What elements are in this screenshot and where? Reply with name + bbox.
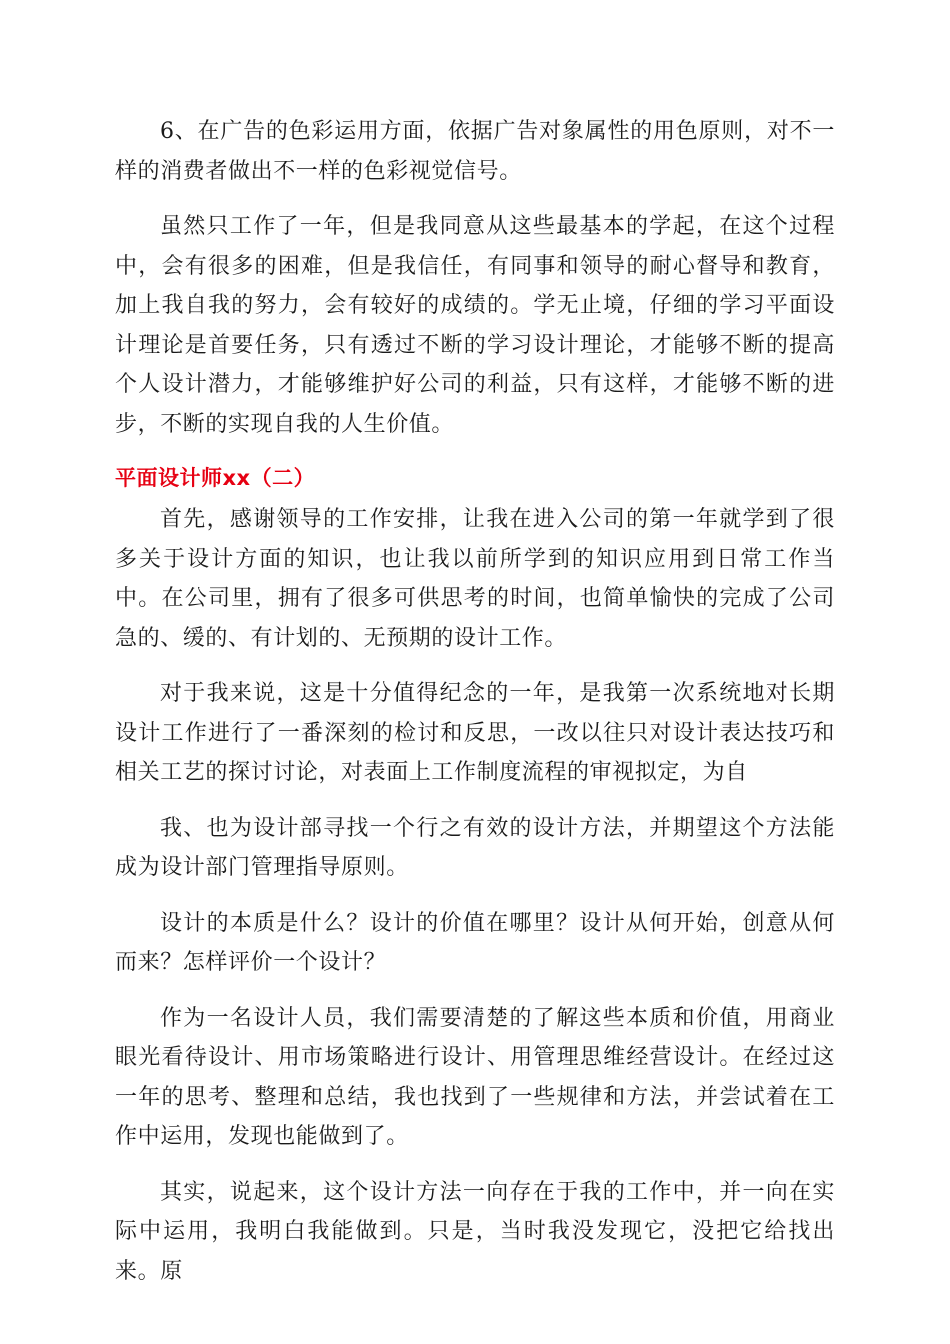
document-body [115,112,835,1307]
paragraph-designer-role: 作为一名设计人员，我们需要清楚的了解这些本质和价值，用商业眼光看待设计、用市场策略进行设计、用管理思维经营设计。在经过这一年的思考、整理和总结，我也找到了一些规律和方法，并尝试着在工作中运用，发现也能做到了。 [115,1005,835,1149]
paragraph-method-existing: 其实，说起来，这个设计方法一向存在于我的工作中，并一向在实际中运用，我明白我能做到。只是，当时我没发现它，没把它给找出来。原 [115,1179,835,1284]
paragraph-design-method: 我、也为设计部寻找一个行之有效的设计方法，并期望这个方法能成为设计部门管理指导原则。 [115,815,835,880]
paragraph-color-principle: 6、在广告的色彩运用方面，依据广告对象属性的用色原则，对不一样的消费者做出不一样的色彩视觉信号。 [115,119,835,184]
paragraph-memorable-year: 对于我来说，这是十分值得纪念的一年，是我第一次系统地对长期设计工作进行了一番深刻的检讨和反思，一改以往只对设计表达技巧和相关工艺的探讨讨论，对表面上工作制度流程的审视拟定，为自 [115,681,835,785]
section-heading: 平面设计师xx（二） [115,466,316,490]
paragraph-learning-reflection: 虽然只工作了一年，但是我同意从这些最基本的学起，在这个过程中，会有很多的困难，但是我信任，有同事和领导的耐心督导和教育，加上我自我的努力，会有较好的成绩的。学无止境，仔细的学习平面设计理论是首要任务，只有透过不断的学习设计理论，才能够不断的提高个人设计潜力，才能够维护好公司的利益，只有这样，才能够不断的进步，不断的实现自我的人生价值。 [115,214,835,437]
paragraph-design-questions: 设计的本质是什么？设计的价值在哪里？设计从何开始，创意从何而来？怎样评价一个设计？ [115,910,835,975]
paragraph-thanks: 首先，感谢领导的工作安排，让我在进入公司的第一年就学到了很多关于设计方面的知识，也让我以前所学到的知识应用到日常工作当中。在公司里，拥有了很多可供思考的时间，也简单愉快的完成了公司急的、缓的、有计划的、无预期的设计工作。 [115,507,835,651]
